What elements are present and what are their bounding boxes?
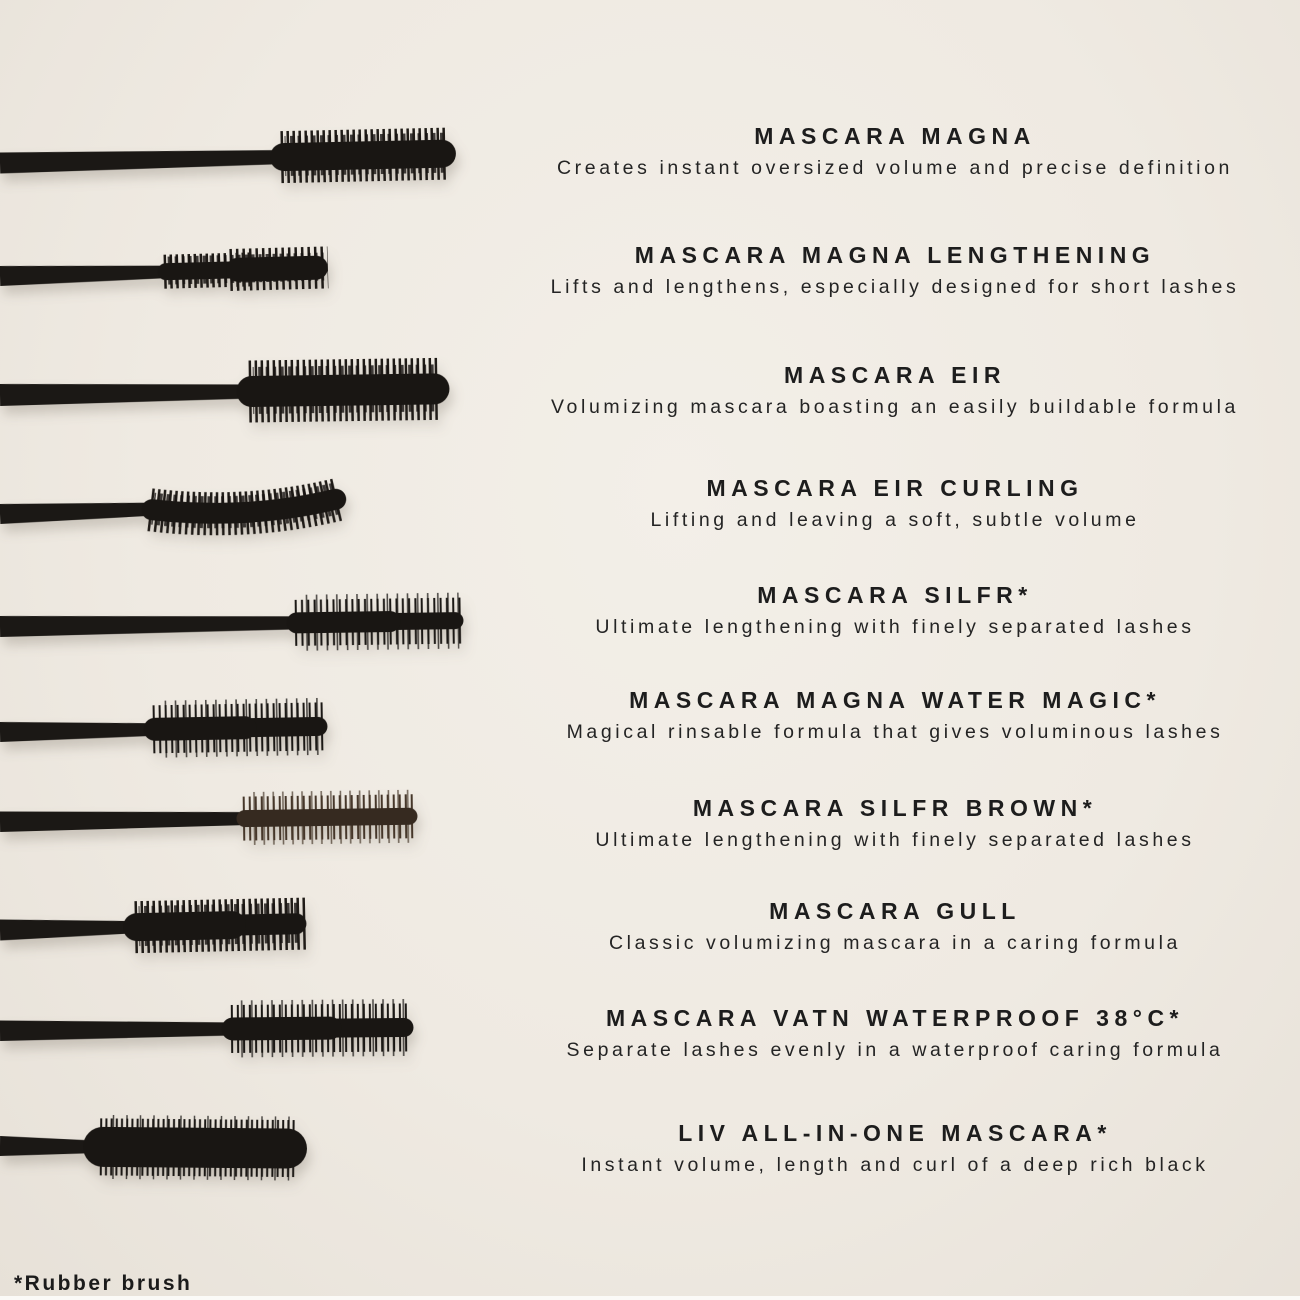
wand-mascara-eir: [0, 339, 451, 445]
mascara-wand-image: [0, 771, 441, 867]
brush-head-brown: [243, 816, 417, 818]
mascara-wand-image: [0, 108, 471, 208]
product-entry-mascara-magna-water-magic: [480, 685, 1300, 746]
product-entry-mascara-silfr: [480, 580, 1300, 641]
product-description: Separate lashes evenly in a waterproof caring formula: [566, 1039, 1224, 1061]
product-name: MASCARA SILFR*: [757, 582, 1033, 608]
brush-head: [150, 498, 340, 516]
wand-mascara-silfr: [0, 575, 481, 672]
brush-head: [231, 1027, 411, 1029]
brush-head: [164, 266, 328, 271]
mascara-wand-image: [0, 681, 351, 777]
mascara-wand-image: [0, 575, 481, 672]
product-entry-mascara-vatn-waterproof: [480, 1003, 1300, 1064]
wand-mascara-magna-lengthening: [0, 222, 351, 321]
product-description: Volumizing mascara boasting an easily buildable formula: [551, 396, 1239, 418]
wand-handle: [0, 380, 252, 406]
product-entry-mascara-magna-lengthening: [480, 240, 1300, 301]
bottom-edge-strip: [0, 1296, 1300, 1300]
product-name: MASCARA MAGNA LENGTHENING: [634, 242, 1156, 268]
product-description: Classic volumizing mascara in a caring formula: [609, 932, 1181, 954]
wand-mascara-magna-water-magic: [0, 681, 351, 777]
brush-head: [295, 621, 462, 623]
product-entry-mascara-eir-curling: [480, 473, 1300, 534]
wand-mascara-magna: [0, 108, 471, 208]
brush-head: [281, 153, 449, 158]
mascara-wand-image: [0, 222, 351, 321]
product-name: MASCARA EIR CURLING: [706, 475, 1084, 501]
product-entry-mascara-magna: [480, 121, 1300, 182]
product-entry-liv-all-in-one: [480, 1118, 1300, 1179]
product-name: MASCARA GULL: [769, 898, 1021, 924]
wand-mascara-silfr-brown: [0, 771, 441, 867]
product-entry-mascara-silfr-brown: [480, 793, 1300, 854]
product-description: Creates instant oversized volume and precise definition: [556, 157, 1233, 179]
mascara-wand-image: [0, 339, 451, 445]
product-description: Magical rinsable formula that gives voluminous lashes: [566, 721, 1224, 743]
wand-handle: [0, 808, 246, 832]
product-description: Instant volume, length and curl of a deep rich black: [581, 1154, 1209, 1176]
product-name: MASCARA MAGNA: [754, 123, 1036, 149]
product-description: Lifting and leaving a soft, subtle volume: [650, 509, 1140, 531]
wand-handle: [0, 612, 298, 637]
product-name: MASCARA EIR: [784, 362, 1006, 388]
product-name: MASCARA MAGNA WATER MAGIC*: [629, 687, 1161, 713]
brush-head: [135, 923, 306, 928]
product-entry-mascara-gull: [480, 896, 1300, 957]
product-name: MASCARA SILFR BROWN*: [692, 795, 1098, 821]
wand-handle: [0, 499, 154, 524]
wand-mascara-eir-curling: [0, 451, 362, 564]
mascara-wand-image: [0, 451, 362, 564]
brush-head: [100, 1147, 297, 1149]
brush-head: [249, 388, 441, 392]
mascara-wand-image: [0, 982, 430, 1076]
product-description: Lifts and lengthens, especially designed for short lashes: [550, 276, 1240, 298]
wand-liv-all-in-one: [0, 1096, 320, 1199]
wand-handle: [0, 147, 284, 174]
product-description: Ultimate lengthening with finely separated lashes: [595, 616, 1195, 638]
product-description: Ultimate lengthening with finely separated lashes: [595, 829, 1195, 851]
product-name: LIV ALL-IN-ONE MASCARA*: [678, 1120, 1112, 1146]
wand-mascara-gull: [0, 876, 331, 978]
wand-handle: [0, 917, 138, 941]
wand-handle: [0, 262, 166, 286]
wand-handle: [0, 1018, 234, 1041]
rubber-brush-footnote: *Rubber brush: [14, 1272, 193, 1295]
wand-handle: [0, 719, 156, 742]
mascara-wand-image: [0, 876, 331, 978]
product-entry-mascara-eir: [480, 360, 1300, 421]
mascara-wand-image: [0, 1096, 320, 1199]
wand-mascara-vatn-waterproof: [0, 982, 430, 1076]
brush-head: [153, 726, 326, 729]
product-name: MASCARA VATN WATERPROOF 38°C*: [605, 1005, 1185, 1031]
